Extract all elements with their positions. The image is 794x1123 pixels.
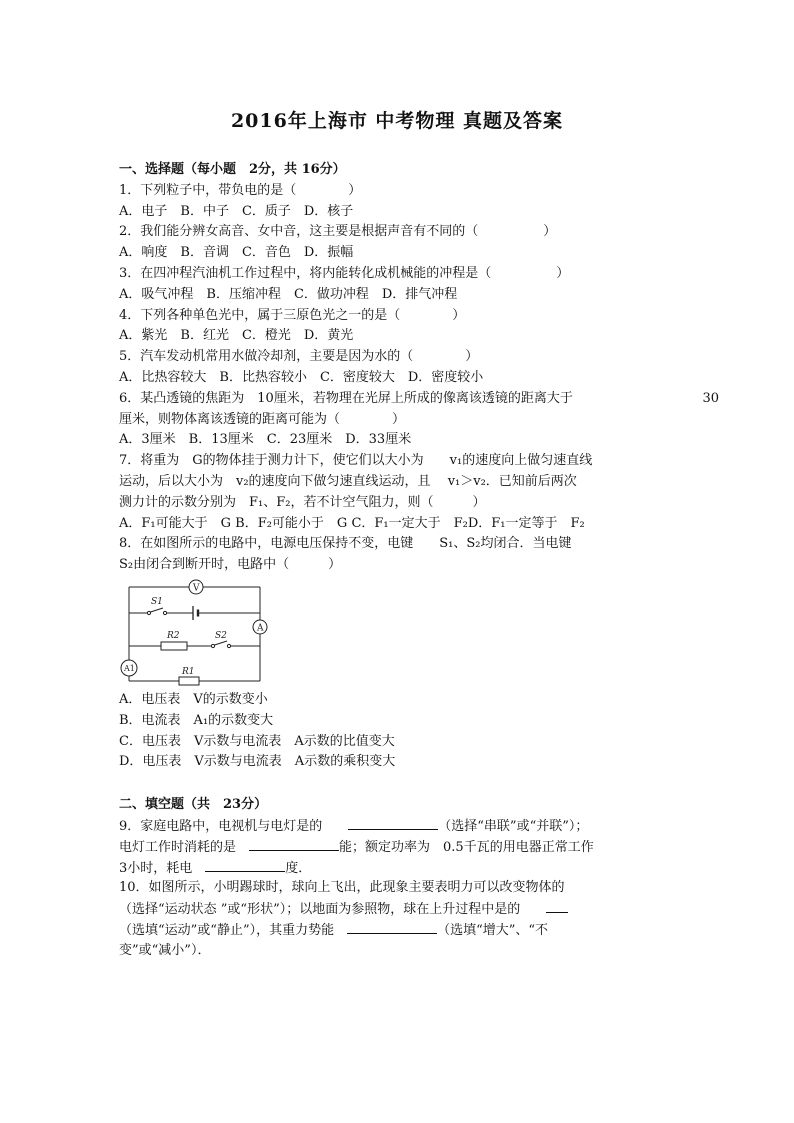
question-line: 8．在如图所示的电路中，电源电压保持不变，电键 S₁、S₂均闭合．当电键 [119,536,572,552]
question-line: 5．汽车发动机常用水做冷却剂，主要是因为水的（ ） [119,349,479,365]
options-line: A．3厘米 B．13厘米 C．23厘米 D．33厘米 [119,432,412,448]
question-text: 9．家庭电路中，电视机与电灯是的 [119,818,349,834]
question-text: （选择“运动状态 ”或“形状”）；以地面为参照物，球在上升过程中是的 [119,902,547,918]
switch-s2-label: S2 [215,630,227,641]
answer-blank [205,858,285,872]
resistor-r2 [161,642,187,650]
question-text: 电灯工作时消耗的是 [119,839,250,855]
options-line: B．电流表 A₁的示数变大 [119,712,274,728]
question-line: 变”或“减小”）． [119,942,211,958]
answer-blank [546,899,568,913]
circuit-diagram [124,582,277,686]
ammeter-label: A [257,623,264,634]
question-line [119,920,719,941]
question-text: （选填“运动”或“静止”），其重力势能 [119,922,348,938]
options-line: A．比热容较大 B．比热容较小 C．密度较大 D．密度较小 [119,369,484,385]
question-line: 运动，后以大小为 v₂的速度向下做匀速直线运动，且 v₁＞v₂．已知前后两次 [119,473,577,489]
switch-s2-contact [211,644,214,647]
options-line: A．F₁可能大于 G B．F₂可能小于 G C．F₁一定大于 F₂D．F₁一定等于 F₂ [119,515,585,531]
answer-blank [347,920,437,934]
options-line: D．电压表 V示数与电流表 A示数的乘积变大 [119,754,396,770]
switch-s2-blade [215,641,228,645]
switch-s2-contact [227,644,230,647]
question-line: 2．我们能分辨女高音、女中音，这主要是根据声音有不同的（ ） [119,224,557,240]
question-line: 10．如图所示，小明踢球时，球向上飞出，此现象主要表明力可以改变物体的 [119,880,565,896]
options-line: A．紫光 B．红光 C．橙光 D．黄光 [119,328,354,344]
resistor-r1-label: R1 [182,666,195,677]
switch-s1-contact [163,611,166,614]
section-heading-choice: 一、选择题（每小题 2分，共 16分） [119,162,346,177]
q6-tail-number: 30 [702,390,719,406]
ammeter-a1-label: A1 [124,663,135,673]
switch-s1-contact [147,611,150,614]
options-line: A．响度 B．音调 C．音色 D．振幅 [119,245,354,261]
question-line [119,858,719,879]
options-line: C．电压表 V示数与电流表 A示数的比值变大 [119,733,395,749]
question-line: 测力计的示数分别为 F₁、F₂，若不计空气阻力，则（ ） [119,494,486,510]
answer-blank [249,837,339,851]
question-line: 厘米，则物体离该透镜的距离可能为（ ） [119,411,406,427]
question-line [119,899,719,920]
section-heading-fill: 二、填空题（共 23分） [119,797,268,813]
page-title: 2016年上海市 中考物理 真题及答案 [230,110,564,132]
question-line: 3．在四冲程汽油机工作过程中，将内能转化成机械能的冲程是（ ） [119,265,570,281]
question-text: 能；额定功率为 0.5千瓦的用电器正常工作 [339,839,594,855]
question-text: 6．某凸透镜的焦距为 10厘米，若物理在光屏上所成的像离该透镜的距离大于 [119,390,573,406]
answer-blank [348,816,438,830]
question-text: 度． [285,860,312,876]
switch-s1-label: S1 [151,596,163,607]
question-text: （选填“增大”、“不 [437,922,549,938]
options-line: A．电子 B．中子 C．质子 D．核子 [119,203,354,219]
exam-content [119,160,719,962]
question-line [119,816,719,837]
question-text: 3小时，耗电 [119,860,206,876]
question-line [119,837,719,858]
resistor-r1 [179,677,199,685]
question-line: S₂由闭合到断开时，电路中（ ） [119,557,342,573]
resistor-r2-label: R2 [167,630,180,641]
question-line: 7．将重为 G的物体挂于测力计下，使它们以大小为 v₁的速度向上做匀速直线 [119,453,593,469]
question-text: （选择“串联”或“并联”）； [438,818,589,834]
question-line [119,389,719,410]
question-line: 4．下列各种单色光中，属于三原色光之一的是（ ） [119,307,466,323]
options-line: A．吸气冲程 B．压缩冲程 C．做功冲程 D．排气冲程 [119,286,458,302]
switch-s1-blade [151,608,164,612]
voltmeter-label: V [193,583,200,594]
options-line: A．电压表 V的示数变小 [119,691,268,707]
question-line: 1．下列粒子中，带负电的是（ ） [119,182,362,198]
